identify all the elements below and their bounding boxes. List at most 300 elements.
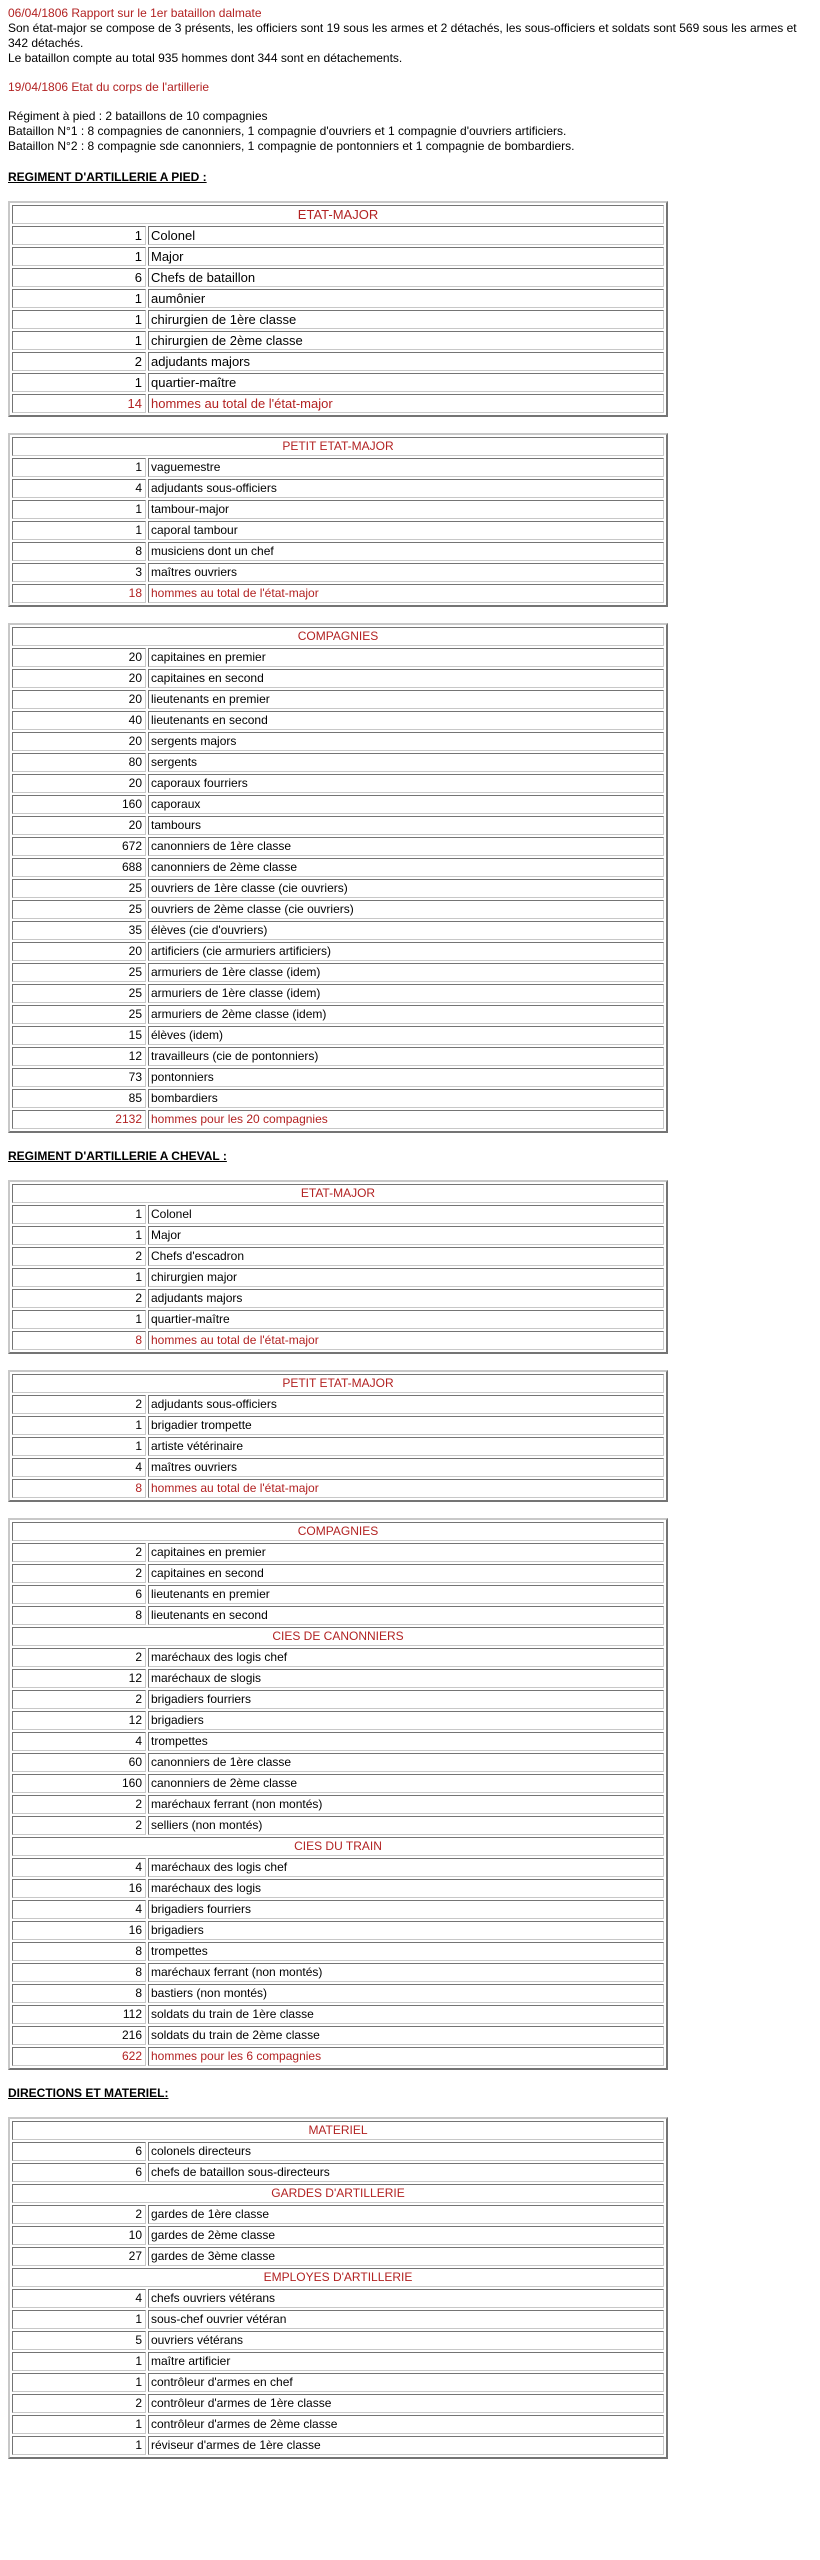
row-count: 1 (12, 373, 146, 392)
row-label: brigadiers (148, 1921, 664, 1940)
row-label: capitaines en second (148, 1564, 664, 1583)
row-label: bastiers (non montés) (148, 1984, 664, 2003)
row-count: 2 (12, 1395, 146, 1414)
row-label: adjudants sous-officiers (148, 479, 664, 498)
row-label: maréchaux ferrant (non montés) (148, 1963, 664, 1982)
table-row (12, 2415, 664, 2434)
table-row (12, 352, 664, 371)
table-row (12, 1606, 664, 1625)
row-label: soldats du train de 2ème classe (148, 2026, 664, 2045)
table-row (12, 1564, 664, 1583)
row-label: lieutenants en premier (148, 1585, 664, 1604)
row-count: 1 (12, 1310, 146, 1329)
row-label: aumônier (148, 289, 664, 308)
row-count: 2 (12, 1690, 146, 1709)
row-label: chefs de bataillon sous-directeurs (148, 2163, 664, 2182)
row-label: sous-chef ouvrier vétéran (148, 2310, 664, 2329)
row-label: capitaines en second (148, 669, 664, 688)
row-count: 2 (12, 2394, 146, 2413)
row-label: adjudants majors (148, 1289, 664, 1308)
group-header-row (12, 1837, 664, 1856)
table-row (12, 1089, 664, 1108)
row-label: adjudants majors (148, 352, 664, 371)
row-label: caporaux fourriers (148, 774, 664, 793)
row-label: chirurgien de 1ère classe (148, 310, 664, 329)
row-count: 4 (12, 2289, 146, 2308)
row-label: Major (148, 247, 664, 266)
row-label: élèves (cie d'ouvriers) (148, 921, 664, 940)
row-count: 2 (12, 2205, 146, 2224)
report2-line: Bataillon N°2 : 8 compagnie sde canonniers, 1 compagnie de pontonniers et 1 compagnie de bombardiers. (8, 139, 575, 153)
row-label: chefs ouvriers vétérans (148, 2289, 664, 2308)
row-count: 1 (12, 289, 146, 308)
row-count: 1 (12, 1416, 146, 1435)
table-row (12, 268, 664, 287)
row-count: 12 (12, 1669, 146, 1688)
row-label: chirurgien major (148, 1268, 664, 1287)
row-count: 8 (12, 1963, 146, 1982)
report1-line: Son état-major se compose de 3 présents, les officiers sont 19 sous les armes et 2 détachés, les sous-officiers et soldats sont 569 sous les armes et 342 détachés. (8, 21, 797, 50)
table-row (12, 816, 664, 835)
row-count: 1 (12, 1205, 146, 1224)
row-count: 10 (12, 2226, 146, 2245)
row-count: 4 (12, 1458, 146, 1477)
table-row (12, 2142, 664, 2161)
row-count: 1 (12, 2310, 146, 2329)
row-label: réviseur d'armes de 1ère classe (148, 2436, 664, 2455)
row-count: 6 (12, 268, 146, 287)
row-label: artiste vétérinaire (148, 1437, 664, 1456)
table-row (12, 1984, 664, 2003)
row-count: 112 (12, 2005, 146, 2024)
table-row (12, 879, 664, 898)
table-row (12, 458, 664, 477)
row-count: 1 (12, 500, 146, 519)
row-label: sergents majors (148, 732, 664, 751)
group-header: COMPAGNIES (12, 1522, 664, 1541)
row-count: 672 (12, 837, 146, 856)
row-count: 8 (12, 1606, 146, 1625)
row-count: 1 (12, 310, 146, 329)
table-row (12, 1005, 664, 1024)
row-label: gardes de 2ème classe (148, 2226, 664, 2245)
row-label: gardes de 3ème classe (148, 2247, 664, 2266)
group-header: COMPAGNIES (12, 627, 664, 646)
total-row (12, 584, 664, 603)
total-count: 18 (12, 584, 146, 603)
row-count: 27 (12, 2247, 146, 2266)
group-header: PETIT ETAT-MAJOR (12, 1374, 664, 1393)
row-label: Colonel (148, 1205, 664, 1224)
table-row (12, 732, 664, 751)
total-row (12, 1479, 664, 1498)
group-header-row (12, 627, 664, 646)
row-count: 8 (12, 542, 146, 561)
row-label: armuriers de 2ème classe (idem) (148, 1005, 664, 1024)
row-label: canonniers de 2ème classe (148, 858, 664, 877)
row-label: artificiers (cie armuriers artificiers) (148, 942, 664, 961)
row-label: canonniers de 1ère classe (148, 1753, 664, 1772)
row-label: selliers (non montés) (148, 1816, 664, 1835)
row-count: 12 (12, 1047, 146, 1066)
row-count: 2 (12, 1795, 146, 1814)
row-label: brigadiers fourriers (148, 1900, 664, 1919)
table-row (12, 542, 664, 561)
table-row (12, 1900, 664, 1919)
row-label: vaguemestre (148, 458, 664, 477)
table-row (12, 963, 664, 982)
report1-title: 06/04/1806 Rapport sur le 1er bataillon dalmate (8, 6, 262, 20)
row-count: 1 (12, 2436, 146, 2455)
row-label: colonels directeurs (148, 2142, 664, 2161)
total-row (12, 2047, 664, 2066)
total-row (12, 1331, 664, 1350)
row-label: ouvriers vétérans (148, 2331, 664, 2350)
row-count: 60 (12, 1753, 146, 1772)
row-label: chirurgien de 2ème classe (148, 331, 664, 350)
row-label: pontonniers (148, 1068, 664, 1087)
row-label: tambour-major (148, 500, 664, 519)
group-header-row (12, 205, 664, 224)
table-row (12, 1068, 664, 1087)
table-row (12, 247, 664, 266)
roster-table (8, 433, 668, 607)
row-count: 1 (12, 247, 146, 266)
total-label: hommes pour les 20 compagnies (148, 1110, 664, 1129)
table-row (12, 1753, 664, 1772)
table-row (12, 1437, 664, 1456)
table-row (12, 1268, 664, 1287)
row-count: 20 (12, 669, 146, 688)
row-label: Colonel (148, 226, 664, 245)
table-row (12, 2310, 664, 2329)
table-row (12, 331, 664, 350)
table-row (12, 1795, 664, 1814)
row-count: 3 (12, 563, 146, 582)
row-label: lieutenants en second (148, 711, 664, 730)
row-label: adjudants sous-officiers (148, 1395, 664, 1414)
row-label: travailleurs (cie de pontonniers) (148, 1047, 664, 1066)
table-row (12, 1774, 664, 1793)
row-label: brigadiers fourriers (148, 1690, 664, 1709)
table-row (12, 774, 664, 793)
table-row (12, 2331, 664, 2350)
table-row (12, 1669, 664, 1688)
row-count: 6 (12, 1585, 146, 1604)
row-count: 1 (12, 1268, 146, 1287)
table-row (12, 1458, 664, 1477)
table-row (12, 373, 664, 392)
table-row (12, 521, 664, 540)
group-header: EMPLOYES D'ARTILLERIE (12, 2268, 664, 2287)
row-label: musiciens dont un chef (148, 542, 664, 561)
total-label: hommes au total de l'état-major (148, 394, 664, 413)
row-count: 25 (12, 900, 146, 919)
total-label: hommes au total de l'état-major (148, 584, 664, 603)
row-count: 40 (12, 711, 146, 730)
table-row (12, 690, 664, 709)
row-label: caporal tambour (148, 521, 664, 540)
row-count: 4 (12, 479, 146, 498)
total-label: hommes au total de l'état-major (148, 1479, 664, 1498)
row-count: 25 (12, 1005, 146, 1024)
row-count: 2 (12, 1648, 146, 1667)
row-label: armuriers de 1ère classe (idem) (148, 963, 664, 982)
row-count: 1 (12, 2373, 146, 2392)
section-title: REGIMENT D'ARTILLERIE A PIED : (8, 170, 207, 184)
document-root (8, 6, 812, 2459)
table-row (12, 2352, 664, 2371)
row-label: tambours (148, 816, 664, 835)
table-row (12, 1026, 664, 1045)
total-count: 8 (12, 1479, 146, 1498)
row-label: maréchaux de slogis (148, 1669, 664, 1688)
row-count: 216 (12, 2026, 146, 2045)
row-label: soldats du train de 1ère classe (148, 2005, 664, 2024)
table-row (12, 1942, 664, 1961)
table-row (12, 1205, 664, 1224)
table-row (12, 942, 664, 961)
row-count: 2 (12, 1543, 146, 1562)
table-row (12, 563, 664, 582)
table-row (12, 2163, 664, 2182)
table-row (12, 1247, 664, 1266)
group-header: ETAT-MAJOR (12, 1184, 664, 1203)
total-label: hommes au total de l'état-major (148, 1331, 664, 1350)
report2-line: Bataillon N°1 : 8 compagnies de canonniers, 1 compagnie d'ouvriers et 1 compagnie d'ouvriers artificiers. (8, 124, 567, 138)
table-row (12, 2436, 664, 2455)
row-count: 6 (12, 2163, 146, 2182)
table-row (12, 500, 664, 519)
row-count: 2 (12, 352, 146, 371)
group-header: CIES DE CANONNIERS (12, 1627, 664, 1646)
table-row (12, 226, 664, 245)
row-label: canonniers de 2ème classe (148, 1774, 664, 1793)
sections (8, 154, 812, 2459)
table-row (12, 2373, 664, 2392)
row-label: armuriers de 1ère classe (idem) (148, 984, 664, 1003)
row-label: contrôleur d'armes de 1ère classe (148, 2394, 664, 2413)
table-row (12, 479, 664, 498)
total-count: 14 (12, 394, 146, 413)
row-count: 20 (12, 648, 146, 667)
row-count: 688 (12, 858, 146, 877)
table-row (12, 837, 664, 856)
table-row (12, 1963, 664, 1982)
table-row (12, 2226, 664, 2245)
report2-title: 19/04/1806 Etat du corps de l'artillerie (8, 80, 210, 94)
group-header: GARDES D'ARTILLERIE (12, 2184, 664, 2203)
row-label: trompettes (148, 1942, 664, 1961)
row-label: trompettes (148, 1732, 664, 1751)
roster-table (8, 1370, 668, 1502)
table-row (12, 1879, 664, 1898)
total-count: 2132 (12, 1110, 146, 1129)
row-label: élèves (idem) (148, 1026, 664, 1045)
row-label: canonniers de 1ère classe (148, 837, 664, 856)
row-label: brigadiers (148, 1711, 664, 1730)
row-label: Chefs de bataillon (148, 268, 664, 287)
table-row (12, 1585, 664, 1604)
roster-table (8, 1518, 668, 2070)
row-count: 1 (12, 521, 146, 540)
row-label: caporaux (148, 795, 664, 814)
table-row (12, 1648, 664, 1667)
row-count: 20 (12, 774, 146, 793)
table-row (12, 2005, 664, 2024)
row-count: 2 (12, 1247, 146, 1266)
row-count: 73 (12, 1068, 146, 1087)
row-count: 4 (12, 1732, 146, 1751)
row-label: contrôleur d'armes de 2ème classe (148, 2415, 664, 2434)
table-row (12, 648, 664, 667)
row-count: 6 (12, 2142, 146, 2161)
row-label: Major (148, 1226, 664, 1245)
group-header-row (12, 1522, 664, 1541)
table-row (12, 711, 664, 730)
row-label: ouvriers de 1ère classe (cie ouvriers) (148, 879, 664, 898)
row-count: 8 (12, 1942, 146, 1961)
row-count: 16 (12, 1921, 146, 1940)
roster-table (8, 201, 668, 417)
row-count: 25 (12, 984, 146, 1003)
row-count: 4 (12, 1858, 146, 1877)
section-title: REGIMENT D'ARTILLERIE A CHEVAL : (8, 1149, 227, 1163)
group-header: MATERIEL (12, 2121, 664, 2140)
roster-table (8, 623, 668, 1133)
row-count: 2 (12, 1816, 146, 1835)
row-count: 85 (12, 1089, 146, 1108)
total-row (12, 1110, 664, 1129)
row-label: maître artificier (148, 2352, 664, 2371)
group-header-row (12, 1374, 664, 1393)
row-count: 160 (12, 795, 146, 814)
report2-line: Régiment à pied : 2 bataillons de 10 compagnies (8, 109, 268, 123)
row-count: 160 (12, 1774, 146, 1793)
table-row (12, 1310, 664, 1329)
row-label: lieutenants en second (148, 1606, 664, 1625)
table-row (12, 669, 664, 688)
table-row (12, 289, 664, 308)
group-header-row (12, 2121, 664, 2140)
row-count: 20 (12, 732, 146, 751)
section-title: DIRECTIONS ET MATERIEL: (8, 2086, 169, 2100)
table-row (12, 2394, 664, 2413)
row-count: 5 (12, 2331, 146, 2350)
row-label: maréchaux ferrant (non montés) (148, 1795, 664, 1814)
row-label: capitaines en premier (148, 648, 664, 667)
row-label: gardes de 1ère classe (148, 2205, 664, 2224)
table-row (12, 1711, 664, 1730)
table-row (12, 921, 664, 940)
row-label: lieutenants en premier (148, 690, 664, 709)
table-row (12, 2205, 664, 2224)
table-row (12, 1732, 664, 1751)
group-header: PETIT ETAT-MAJOR (12, 437, 664, 456)
row-count: 20 (12, 942, 146, 961)
row-label: maréchaux des logis chef (148, 1648, 664, 1667)
table-row (12, 1543, 664, 1562)
row-count: 1 (12, 226, 146, 245)
row-count: 1 (12, 1437, 146, 1456)
row-count: 1 (12, 1226, 146, 1245)
report1-line: Le bataillon compte au total 935 hommes dont 344 sont en détachements. (8, 51, 403, 65)
table-row (12, 1289, 664, 1308)
row-count: 2 (12, 1564, 146, 1583)
table-row (12, 2289, 664, 2308)
table-row (12, 753, 664, 772)
group-header: CIES DU TRAIN (12, 1837, 664, 1856)
table-row (12, 1690, 664, 1709)
row-count: 1 (12, 2352, 146, 2371)
group-header-row (12, 2184, 664, 2203)
table-row (12, 984, 664, 1003)
row-count: 35 (12, 921, 146, 940)
row-label: brigadier trompette (148, 1416, 664, 1435)
row-label: maréchaux des logis (148, 1879, 664, 1898)
row-count: 80 (12, 753, 146, 772)
total-count: 622 (12, 2047, 146, 2066)
row-count: 12 (12, 1711, 146, 1730)
row-count: 4 (12, 1900, 146, 1919)
row-count: 20 (12, 690, 146, 709)
row-label: capitaines en premier (148, 1543, 664, 1562)
row-count: 15 (12, 1026, 146, 1045)
group-header-row (12, 2268, 664, 2287)
row-label: bombardiers (148, 1089, 664, 1108)
row-label: maîtres ouvriers (148, 1458, 664, 1477)
intro (8, 6, 812, 154)
table-row (12, 2247, 664, 2266)
table-row (12, 1858, 664, 1877)
table-row (12, 1816, 664, 1835)
table-row (12, 1921, 664, 1940)
row-label: maîtres ouvriers (148, 563, 664, 582)
group-header-row (12, 437, 664, 456)
total-count: 8 (12, 1331, 146, 1350)
row-label: Chefs d'escadron (148, 1247, 664, 1266)
row-count: 1 (12, 2415, 146, 2434)
table-row (12, 1395, 664, 1414)
row-count: 1 (12, 331, 146, 350)
row-count: 20 (12, 816, 146, 835)
row-label: quartier-maître (148, 1310, 664, 1329)
table-row (12, 858, 664, 877)
row-count: 8 (12, 1984, 146, 2003)
table-row (12, 310, 664, 329)
table-row (12, 1226, 664, 1245)
row-count: 16 (12, 1879, 146, 1898)
table-row (12, 900, 664, 919)
table-row (12, 1047, 664, 1066)
row-label: ouvriers de 2ème classe (cie ouvriers) (148, 900, 664, 919)
roster-table (8, 1180, 668, 1354)
row-label: maréchaux des logis chef (148, 1858, 664, 1877)
group-header-row (12, 1184, 664, 1203)
row-count: 1 (12, 458, 146, 477)
table-row (12, 1416, 664, 1435)
group-header-row (12, 1627, 664, 1646)
table-row (12, 795, 664, 814)
row-label: contrôleur d'armes en chef (148, 2373, 664, 2392)
row-label: quartier-maître (148, 373, 664, 392)
total-row (12, 394, 664, 413)
row-count: 2 (12, 1289, 146, 1308)
table-row (12, 2026, 664, 2045)
row-count: 25 (12, 963, 146, 982)
total-label: hommes pour les 6 compagnies (148, 2047, 664, 2066)
row-count: 25 (12, 879, 146, 898)
